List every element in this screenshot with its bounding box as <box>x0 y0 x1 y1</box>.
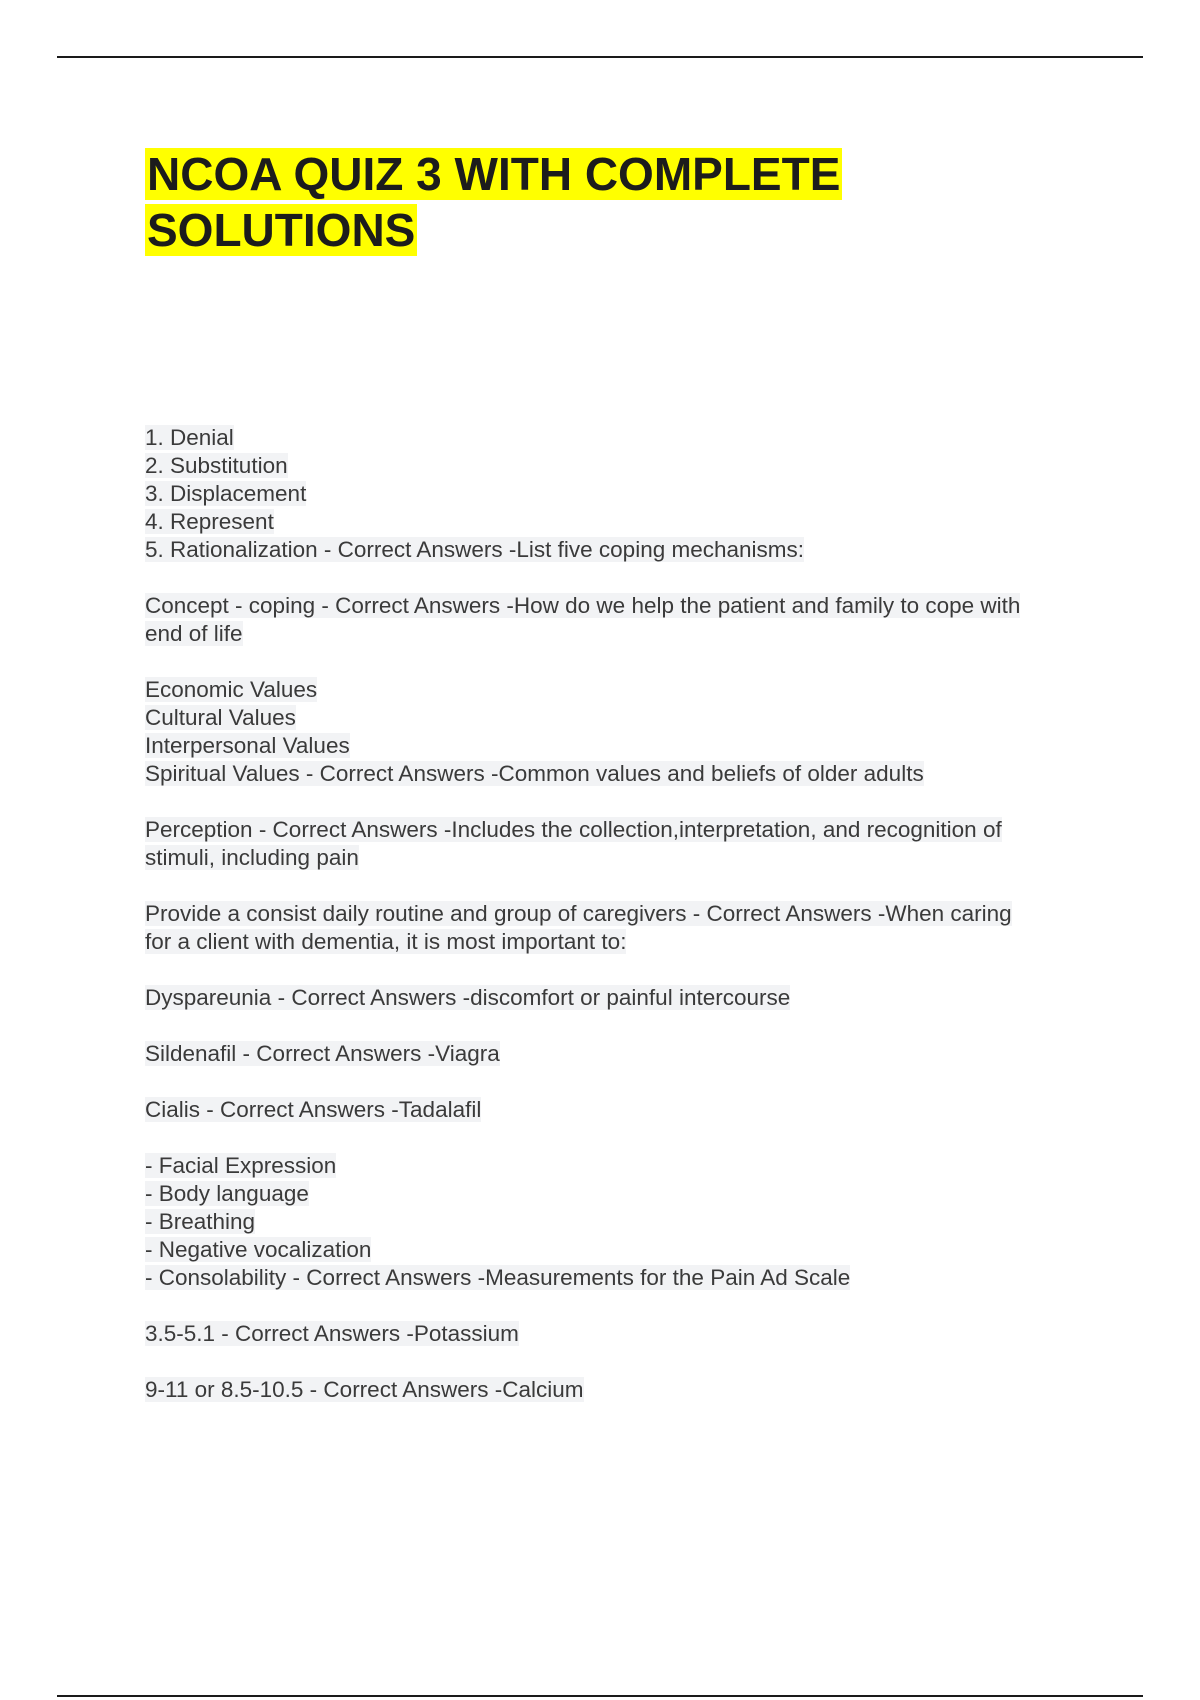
text-line: Sildenafil - Correct Answers -Viagra <box>145 1041 500 1066</box>
text-line: Perception - Correct Answers -Includes the collection,interpretation, and recognition of <box>145 817 1002 842</box>
qa-block <box>145 1096 1095 1124</box>
text-line: 9-11 or 8.5-10.5 - Correct Answers -Calcium <box>145 1377 584 1402</box>
text-line: Spiritual Values - Correct Answers -Common values and beliefs of older adults <box>145 761 924 786</box>
text-line: - Negative vocalization <box>145 1237 372 1262</box>
text-line: Economic Values <box>145 677 318 702</box>
top-rule <box>57 56 1143 58</box>
text-line: 1. Denial <box>145 425 234 450</box>
qa-block <box>145 1320 1095 1348</box>
text-line: Concept - coping - Correct Answers -How do we help the patient and family to cope with <box>145 593 1021 618</box>
document-title <box>145 146 965 258</box>
qa-block <box>145 900 1095 956</box>
bottom-rule <box>57 1695 1143 1697</box>
text-line: for a client with dementia, it is most important to: <box>145 929 627 954</box>
text-line: Cialis - Correct Answers -Tadalafil <box>145 1097 482 1122</box>
text-line: 3. Displacement <box>145 481 307 506</box>
text-line: - Breathing <box>145 1209 256 1234</box>
text-line: 4. Represent <box>145 509 274 534</box>
text-line: 5. Rationalization - Correct Answers -List five coping mechanisms: <box>145 537 805 562</box>
qa-block <box>145 1040 1095 1068</box>
text-line: stimuli, including pain <box>145 845 359 870</box>
qa-block <box>145 984 1095 1012</box>
title-highlight: NCOA QUIZ 3 WITH COMPLETE SOLUTIONS <box>147 148 841 256</box>
qa-block <box>145 1152 1095 1292</box>
text-line: - Consolability - Correct Answers -Measurements for the Pain Ad Scale <box>145 1265 851 1290</box>
qa-block <box>145 676 1095 788</box>
document-body <box>145 424 1095 1432</box>
text-line: end of life <box>145 621 243 646</box>
text-line: Interpersonal Values <box>145 733 350 758</box>
text-line: 3.5-5.1 - Correct Answers -Potassium <box>145 1321 519 1346</box>
text-line: - Facial Expression <box>145 1153 337 1178</box>
text-line: Provide a consist daily routine and group of caregivers - Correct Answers -When caring <box>145 901 1012 926</box>
qa-block <box>145 424 1095 564</box>
text-line: - Body language <box>145 1181 309 1206</box>
text-line: Cultural Values <box>145 705 296 730</box>
text-line: Dyspareunia - Correct Answers -discomfort or painful intercourse <box>145 985 791 1010</box>
qa-block <box>145 816 1095 872</box>
qa-block <box>145 592 1095 648</box>
qa-block <box>145 1376 1095 1404</box>
text-line: 2. Substitution <box>145 453 288 478</box>
